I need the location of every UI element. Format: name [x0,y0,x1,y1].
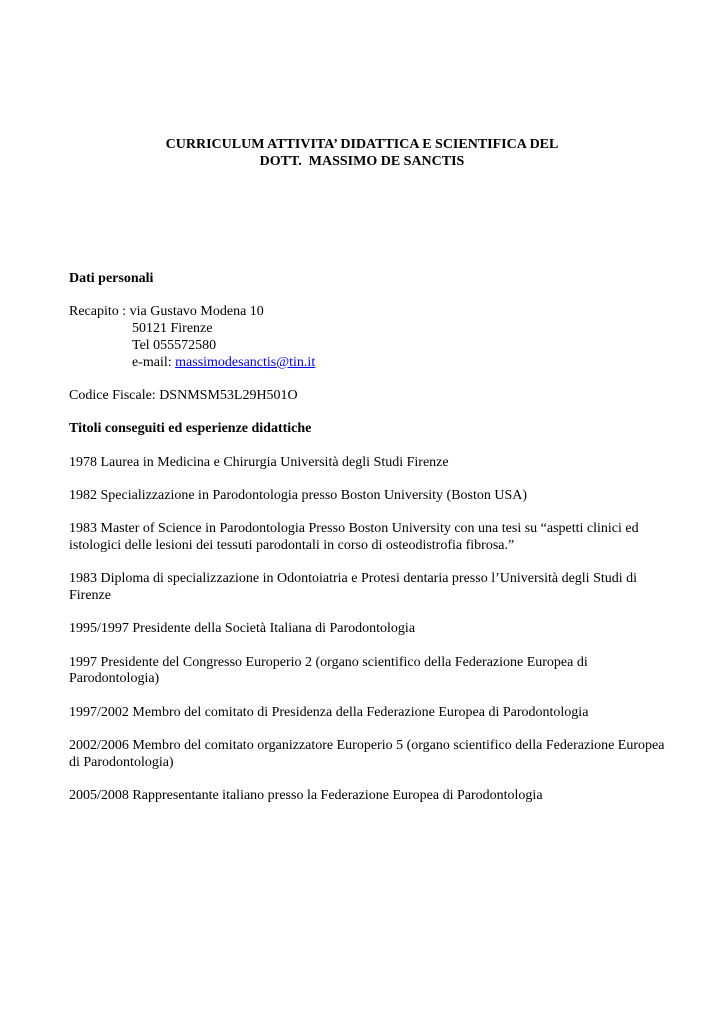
list-item: 1997/2002 Membro del comitato di Presidenza della Federazione Europea di Parodontologia [69,704,589,720]
codice-fiscale: Codice Fiscale: DSNMSM53L29H501O [69,387,298,403]
list-item: 1983 Master of Science in Parodontologia Presso Boston University con una tesi su “aspetti clinici ed istologici delle lesioni dei tessuti parodontali in corso di osteodistrofia fibrosa.” [69,521,639,553]
tel-line: Tel 055572580 [132,337,217,353]
contact-block [69,304,669,321]
city-line: 50121 Firenze [132,321,213,337]
email-link[interactable]: massimodesanctis@tin.it [175,354,316,370]
list-item: 2002/2006 Membro del comitato organizzatore Europerio 5 (organo scientifico della Federazione Europea di Parodontologia) [69,738,665,770]
title-line-1: CURRICULUM ATTIVITA’ DIDATTICA E SCIENTIFICA DEL [165,137,559,152]
title-line-2: DOTT. MASSIMO DE SANCTIS [259,153,465,169]
email-label: e-mail: [132,354,176,370]
list-item: 1983 Diploma di specializzazione in Odontoiatria e Protesi dentaria presso l’Università degli Studi di Firenze [69,571,638,604]
list-item: 1982 Specializzazione in Parodontologia presso Boston University (Boston USA) [69,487,528,503]
list-item: 1995/1997 Presidente della Società Italiana di Parodontologia [69,621,416,637]
recapito-label: Recapito : [69,304,130,320]
list-item: 2005/2008 Rappresentante italiano presso la Federazione Europea di Parodontologia [69,788,543,804]
document-title [0,137,724,170]
titles-heading: Titoli conseguiti ed esperienze didattiche [69,421,312,437]
document-body [69,271,669,805]
email-line [69,355,669,372]
list-item: 1997 Presidente del Congresso Europerio 2 (organo scientifico della Federazione Europea di Parodontologia) [69,654,588,687]
personal-data-heading: Dati personali [69,271,154,286]
address-line: via Gustavo Modena 10 [129,304,264,320]
list-item: 1978 Laurea in Medicina e Chirurgia Università degli Studi Firenze [69,454,449,470]
